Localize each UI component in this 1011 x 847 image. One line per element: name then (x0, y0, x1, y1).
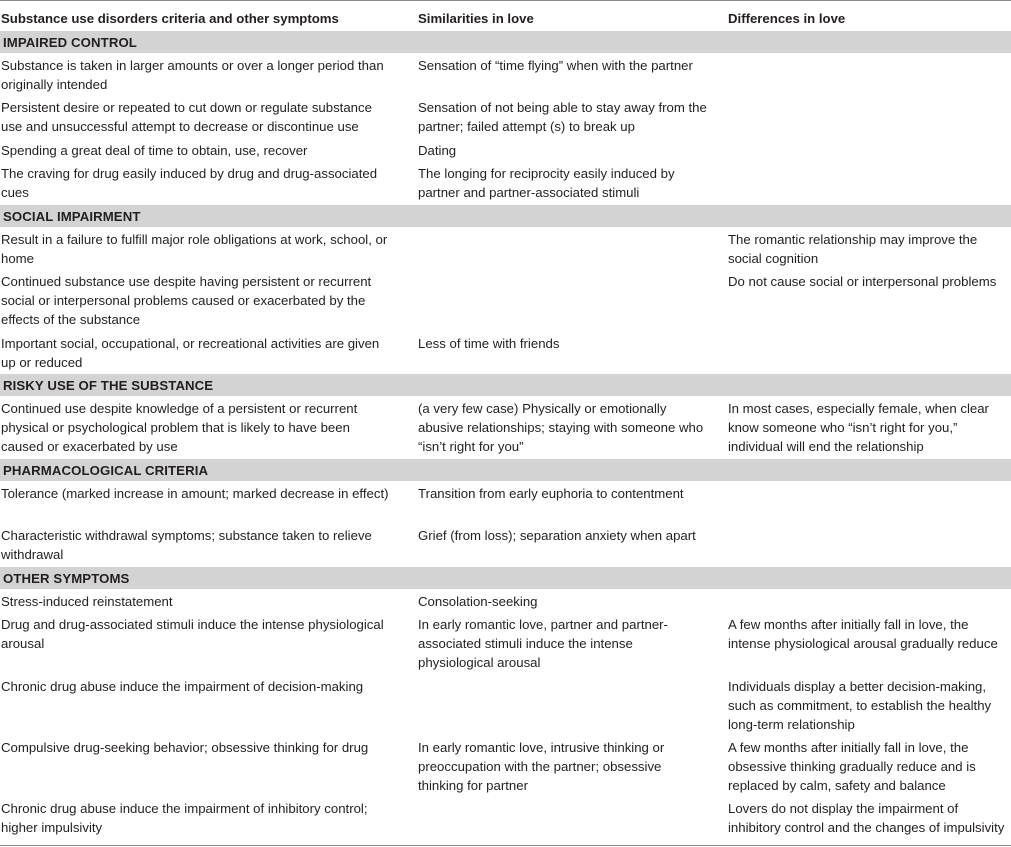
criteria-cell: Chronic drug abuse induce the impairment of inhibitory control; higher impulsivity (1, 801, 368, 835)
criteria-cell: Tolerance (marked increase in amount; marked decrease in effect) (1, 486, 389, 501)
similarity-cell: In early romantic love, partner and partner-associated stimuli induce the intense physiological arousal (418, 617, 668, 670)
section-header-social-impairment (0, 205, 1011, 227)
criteria-cell: Important social, occupational, or recreational activities are given up or reduced (1, 336, 380, 370)
section-title: IMPAIRED CONTROL (3, 35, 137, 50)
criteria-cell: Stress-induced reinstatement (1, 594, 173, 609)
similarity-cell: Less of time with friends (418, 336, 560, 351)
difference-cell: A few months after initially fall in love, the obsessive thinking gradually reduce and is replaced by calm, safety and balance (728, 740, 976, 793)
criteria-cell: Chronic drug abuse induce the impairment of decision-making (1, 679, 364, 694)
section-header-other-symptoms (0, 567, 1011, 589)
similarity-cell: Sensation of “time flying” when with the partner (418, 58, 693, 73)
column-header-differences: Differences in love (728, 11, 846, 26)
section-title: OTHER SYMPTOMS (3, 571, 130, 586)
criteria-cell: Compulsive drug-seeking behavior; obsessive thinking for drug (1, 740, 369, 755)
similarity-cell: Grief (from loss); separation anxiety when apart (418, 528, 696, 543)
difference-cell: Do not cause social or interpersonal problems (728, 274, 997, 289)
difference-cell: Lovers do not display the impairment of inhibitory control and the changes of impulsivity (728, 801, 1005, 835)
table-bottom-rule (0, 845, 1011, 846)
similarity-cell: (a very few case) Physically or emotionally abusive relationships; staying with someone who “isn’t right for you” (418, 401, 704, 454)
similarity-cell: The longing for reciprocity easily induced by partner and partner-associated stimuli (418, 166, 675, 200)
section-header-pharmacological-criteria (0, 459, 1011, 481)
similarity-cell: In early romantic love, intrusive thinking or preoccupation with the partner; obsessive thinking for partner (418, 740, 665, 793)
difference-cell: In most cases, especially female, when clear know someone who “isn’t right for you,” individual will end the relationship (728, 401, 989, 454)
column-header-criteria: Substance use disorders criteria and other symptoms (1, 11, 339, 26)
column-header-similarities: Similarities in love (418, 11, 534, 26)
criteria-cell: Result in a failure to fulfill major role obligations at work, school, or home (1, 232, 388, 266)
section-header-risky-use (0, 374, 1011, 396)
similarity-cell: Sensation of not being able to stay away from the partner; failed attempt (s) to break up (418, 100, 707, 134)
section-header-impaired-control (0, 31, 1011, 53)
criteria-cell: Substance is taken in larger amounts or over a longer period than originally intended (1, 58, 384, 92)
section-title: PHARMACOLOGICAL CRITERIA (3, 463, 209, 478)
difference-cell: Individuals display a better decision-making, such as commitment, to establish the healthy long-term relationship (728, 679, 992, 732)
similarity-cell: Transition from early euphoria to contentment (418, 486, 684, 501)
criteria-cell: Characteristic withdrawal symptoms; substance taken to relieve withdrawal (1, 528, 372, 562)
difference-cell: The romantic relationship may improve the social cognition (728, 232, 978, 266)
similarity-cell: Consolation-seeking (418, 594, 538, 609)
similarity-cell: Dating (418, 143, 457, 158)
criteria-cell: The craving for drug easily induced by drug and drug-associated cues (1, 166, 378, 200)
criteria-cell: Continued substance use despite having persistent or recurrent social or interpersonal problems caused or exacerbated by the effects of the substance (1, 274, 372, 327)
section-title: RISKY USE OF THE SUBSTANCE (3, 378, 214, 393)
criteria-cell: Spending a great deal of time to obtain, use, recover (1, 143, 308, 158)
section-title: SOCIAL IMPAIRMENT (3, 209, 141, 224)
criteria-cell: Drug and drug-associated stimuli induce the intense physiological arousal (1, 617, 384, 651)
table-header-row (0, 0, 1011, 31)
criteria-cell: Persistent desire or repeated to cut down or regulate substance use and unsuccessful attempt to decrease or discontinue use (1, 100, 372, 134)
difference-cell: A few months after initially fall in love, the intense physiological arousal gradually reduce (728, 617, 998, 651)
criteria-cell: Continued use despite knowledge of a persistent or recurrent physical or psychological problem that is likely to have been caused or exacerbated by use (1, 401, 358, 454)
